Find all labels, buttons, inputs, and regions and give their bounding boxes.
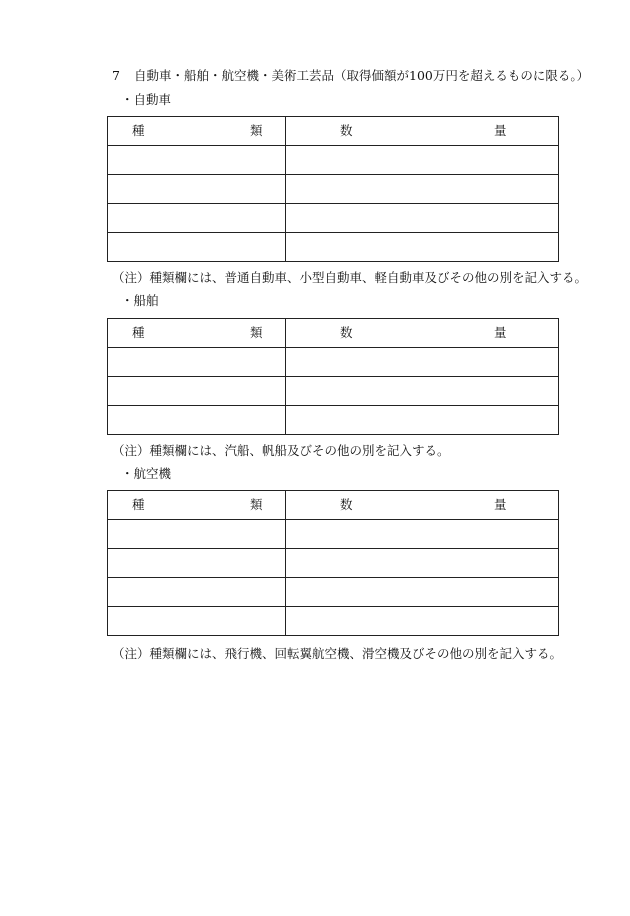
- kind-cell[interactable]: [108, 520, 286, 549]
- table-header-row: [108, 319, 559, 348]
- aircraft-table: [107, 490, 559, 636]
- quantity-header: 数 量: [286, 491, 559, 520]
- kind-cell[interactable]: [108, 348, 286, 377]
- table-row: [108, 578, 559, 607]
- automobile-label: ・自動車: [121, 92, 172, 107]
- table-row: [108, 146, 559, 175]
- table-row: [108, 520, 559, 549]
- kind-cell[interactable]: [108, 578, 286, 607]
- kind-header: 種 類: [108, 117, 286, 146]
- table-row: [108, 175, 559, 204]
- table-row: [108, 406, 559, 435]
- table-header-row: [108, 117, 559, 146]
- quantity-cell[interactable]: [286, 578, 559, 607]
- kind-cell[interactable]: [108, 406, 286, 435]
- aircraft-note: （注）種類欄には、飛行機、回転翼航空機、滑空機及びその他の別を記入する。: [112, 646, 563, 661]
- table-row: [108, 348, 559, 377]
- kind-cell[interactable]: [108, 549, 286, 578]
- kind-cell[interactable]: [108, 175, 286, 204]
- quantity-cell[interactable]: [286, 348, 559, 377]
- quantity-cell[interactable]: [286, 175, 559, 204]
- quantity-cell[interactable]: [286, 377, 559, 406]
- table-header-row: [108, 491, 559, 520]
- kind-header: 種 類: [108, 491, 286, 520]
- quantity-header: 数 量: [286, 117, 559, 146]
- section-title: 自動車・船舶・航空機・美術工芸品（取得価額が100万円を超えるものに限る。）: [134, 68, 590, 83]
- quantity-cell[interactable]: [286, 204, 559, 233]
- quantity-cell[interactable]: [286, 146, 559, 175]
- automobile-note: （注）種類欄には、普通自動車、小型自動車、軽自動車及びその他の別を記入する。: [112, 270, 588, 285]
- ship-note: （注）種類欄には、汽船、帆船及びその他の別を記入する。: [112, 443, 450, 458]
- kind-header: 種 類: [108, 319, 286, 348]
- quantity-cell[interactable]: [286, 406, 559, 435]
- quantity-header: 数 量: [286, 319, 559, 348]
- table-row: [108, 204, 559, 233]
- kind-cell[interactable]: [108, 233, 286, 262]
- quantity-cell[interactable]: [286, 520, 559, 549]
- table-row: [108, 549, 559, 578]
- section-number: 7: [112, 68, 120, 83]
- kind-cell[interactable]: [108, 146, 286, 175]
- quantity-cell[interactable]: [286, 607, 559, 636]
- kind-cell[interactable]: [108, 607, 286, 636]
- kind-cell[interactable]: [108, 204, 286, 233]
- section-heading: [112, 68, 589, 84]
- aircraft-label: ・航空機: [121, 466, 172, 481]
- quantity-cell[interactable]: [286, 549, 559, 578]
- ship-table: [107, 318, 559, 435]
- table-row: [108, 233, 559, 262]
- table-row: [108, 607, 559, 636]
- automobile-table: [107, 116, 559, 262]
- ship-label: ・船舶: [121, 293, 159, 308]
- quantity-cell[interactable]: [286, 233, 559, 262]
- table-row: [108, 377, 559, 406]
- kind-cell[interactable]: [108, 377, 286, 406]
